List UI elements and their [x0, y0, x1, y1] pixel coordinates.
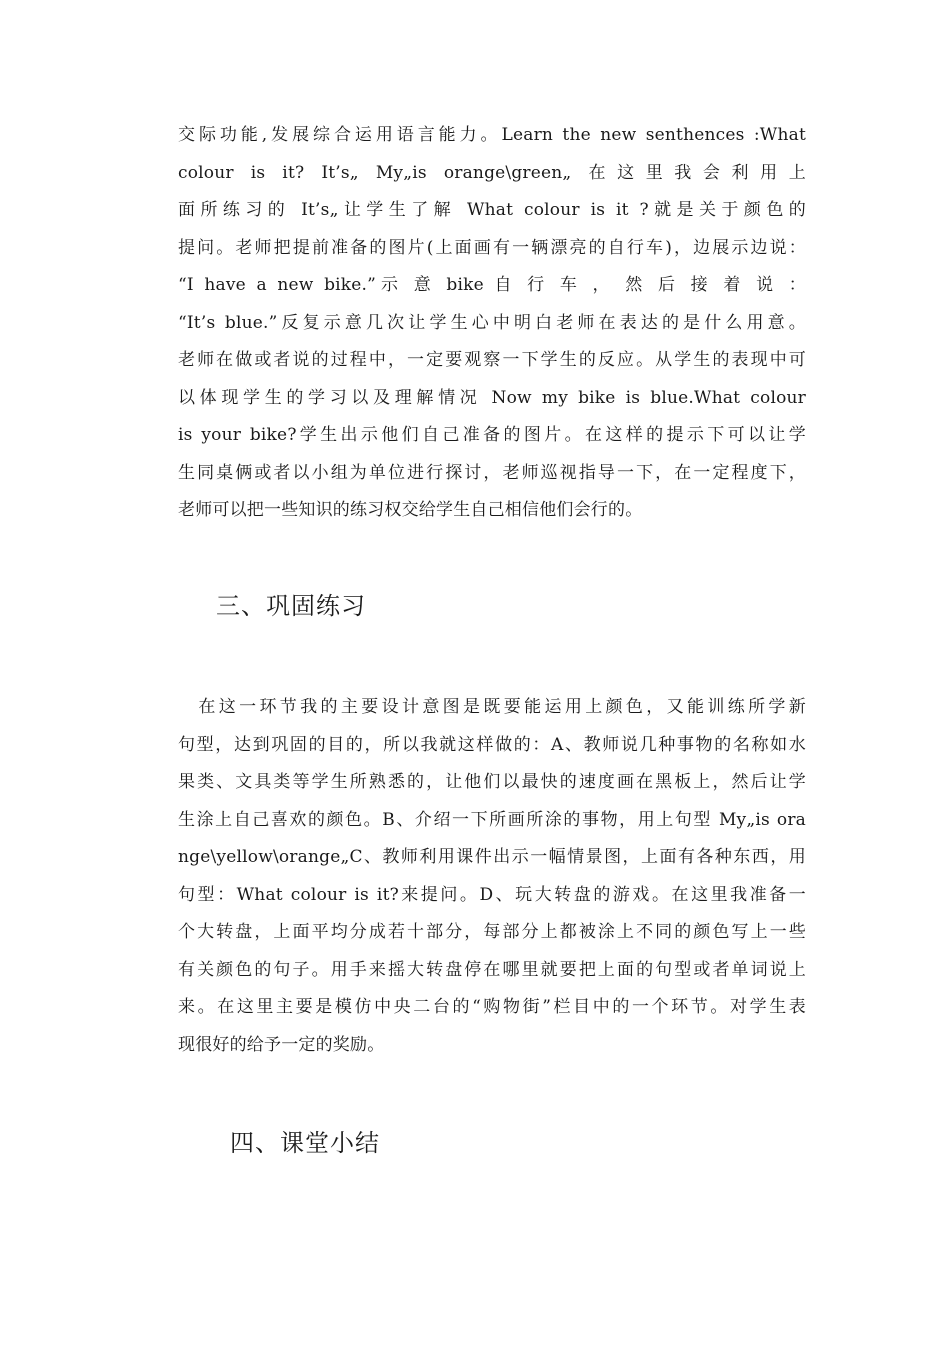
text-line: 句型：What colour is it?来提问。D、玩大转盘的游戏。在这里我准备一 — [178, 884, 806, 905]
text-line: nge\yellow\orange„C、教师利用课件出示一幅情景图，上面有各种东西，用 — [178, 847, 806, 867]
text-line: 有关颜色的句子。用手来摇大转盘停在哪里就要把上面的句型或者单词说上 — [178, 959, 806, 980]
text-line: 生同桌俩或者以小组为单位进行探讨，老师巡视指导一下，在一定程度下， — [178, 462, 806, 483]
text-line: “I have a new bike.”示 意 bike 自 行 车 ， 然 后 接 着 说 ： — [178, 275, 806, 295]
text-line: 果类、文具类等学生所熟悉的，让他们以最快的速度画在黑板上，然后让学 — [178, 772, 806, 792]
text-line: 交际功能,发展综合运用语言能力。Learn the new senthences :What — [178, 125, 806, 145]
text-line: colour is it? It’s„ My„is orange\green„ 在这里我会利用上 — [178, 162, 806, 183]
section-heading-summary: 四、课堂小结 — [230, 1129, 380, 1157]
text-line: 老师在做或者说的过程中，一定要观察一下学生的反应。从学生的表现中可 — [178, 350, 806, 370]
text-line: 面所练习的 It’s„让学生了解 What colour is it ?就是关于颜色的 — [178, 200, 806, 220]
text-line: 以体现学生的学习以及理解情况 Now my bike is blue.What colour — [178, 387, 806, 408]
text-line: 来。在这里主要是模仿中央二台的“购物街”栏目中的一个环节。对学生表 — [178, 997, 806, 1017]
text-line: 句型，达到巩固的目的，所以我就这样做的：A、教师说几种事物的名称如水 — [178, 734, 806, 755]
text-line: 个大转盘，上面平均分成若十部分，每部分上都被涂上不同的颜色写上一些 — [178, 922, 806, 942]
text-line: 老师可以把一些知识的练习权交给学生自己相信他们会行的。 — [178, 500, 643, 520]
text-line: 现很好的给予一定的奖励。 — [178, 1034, 385, 1055]
text-line: is your bike?学生出示他们自己准备的图片。在这样的提示下可以让学 — [178, 425, 806, 445]
section-heading-consolidation: 三、巩固练习 — [216, 592, 366, 620]
text-line: 在这一环节我的主要设计意图是既要能运用上颜色，又能训练所学新 — [178, 697, 806, 717]
text-line: 提问。老师把提前准备的图片(上面画有一辆漂亮的自行车)，边展示边说： — [178, 237, 806, 258]
text-line: 生涂上自己喜欢的颜色。B、介绍一下所画所涂的事物，用上句型 My„is ora — [178, 809, 806, 830]
text-line: “It’s blue.”反复示意几次让学生心中明白老师在表达的是什么用意。 — [178, 312, 806, 333]
